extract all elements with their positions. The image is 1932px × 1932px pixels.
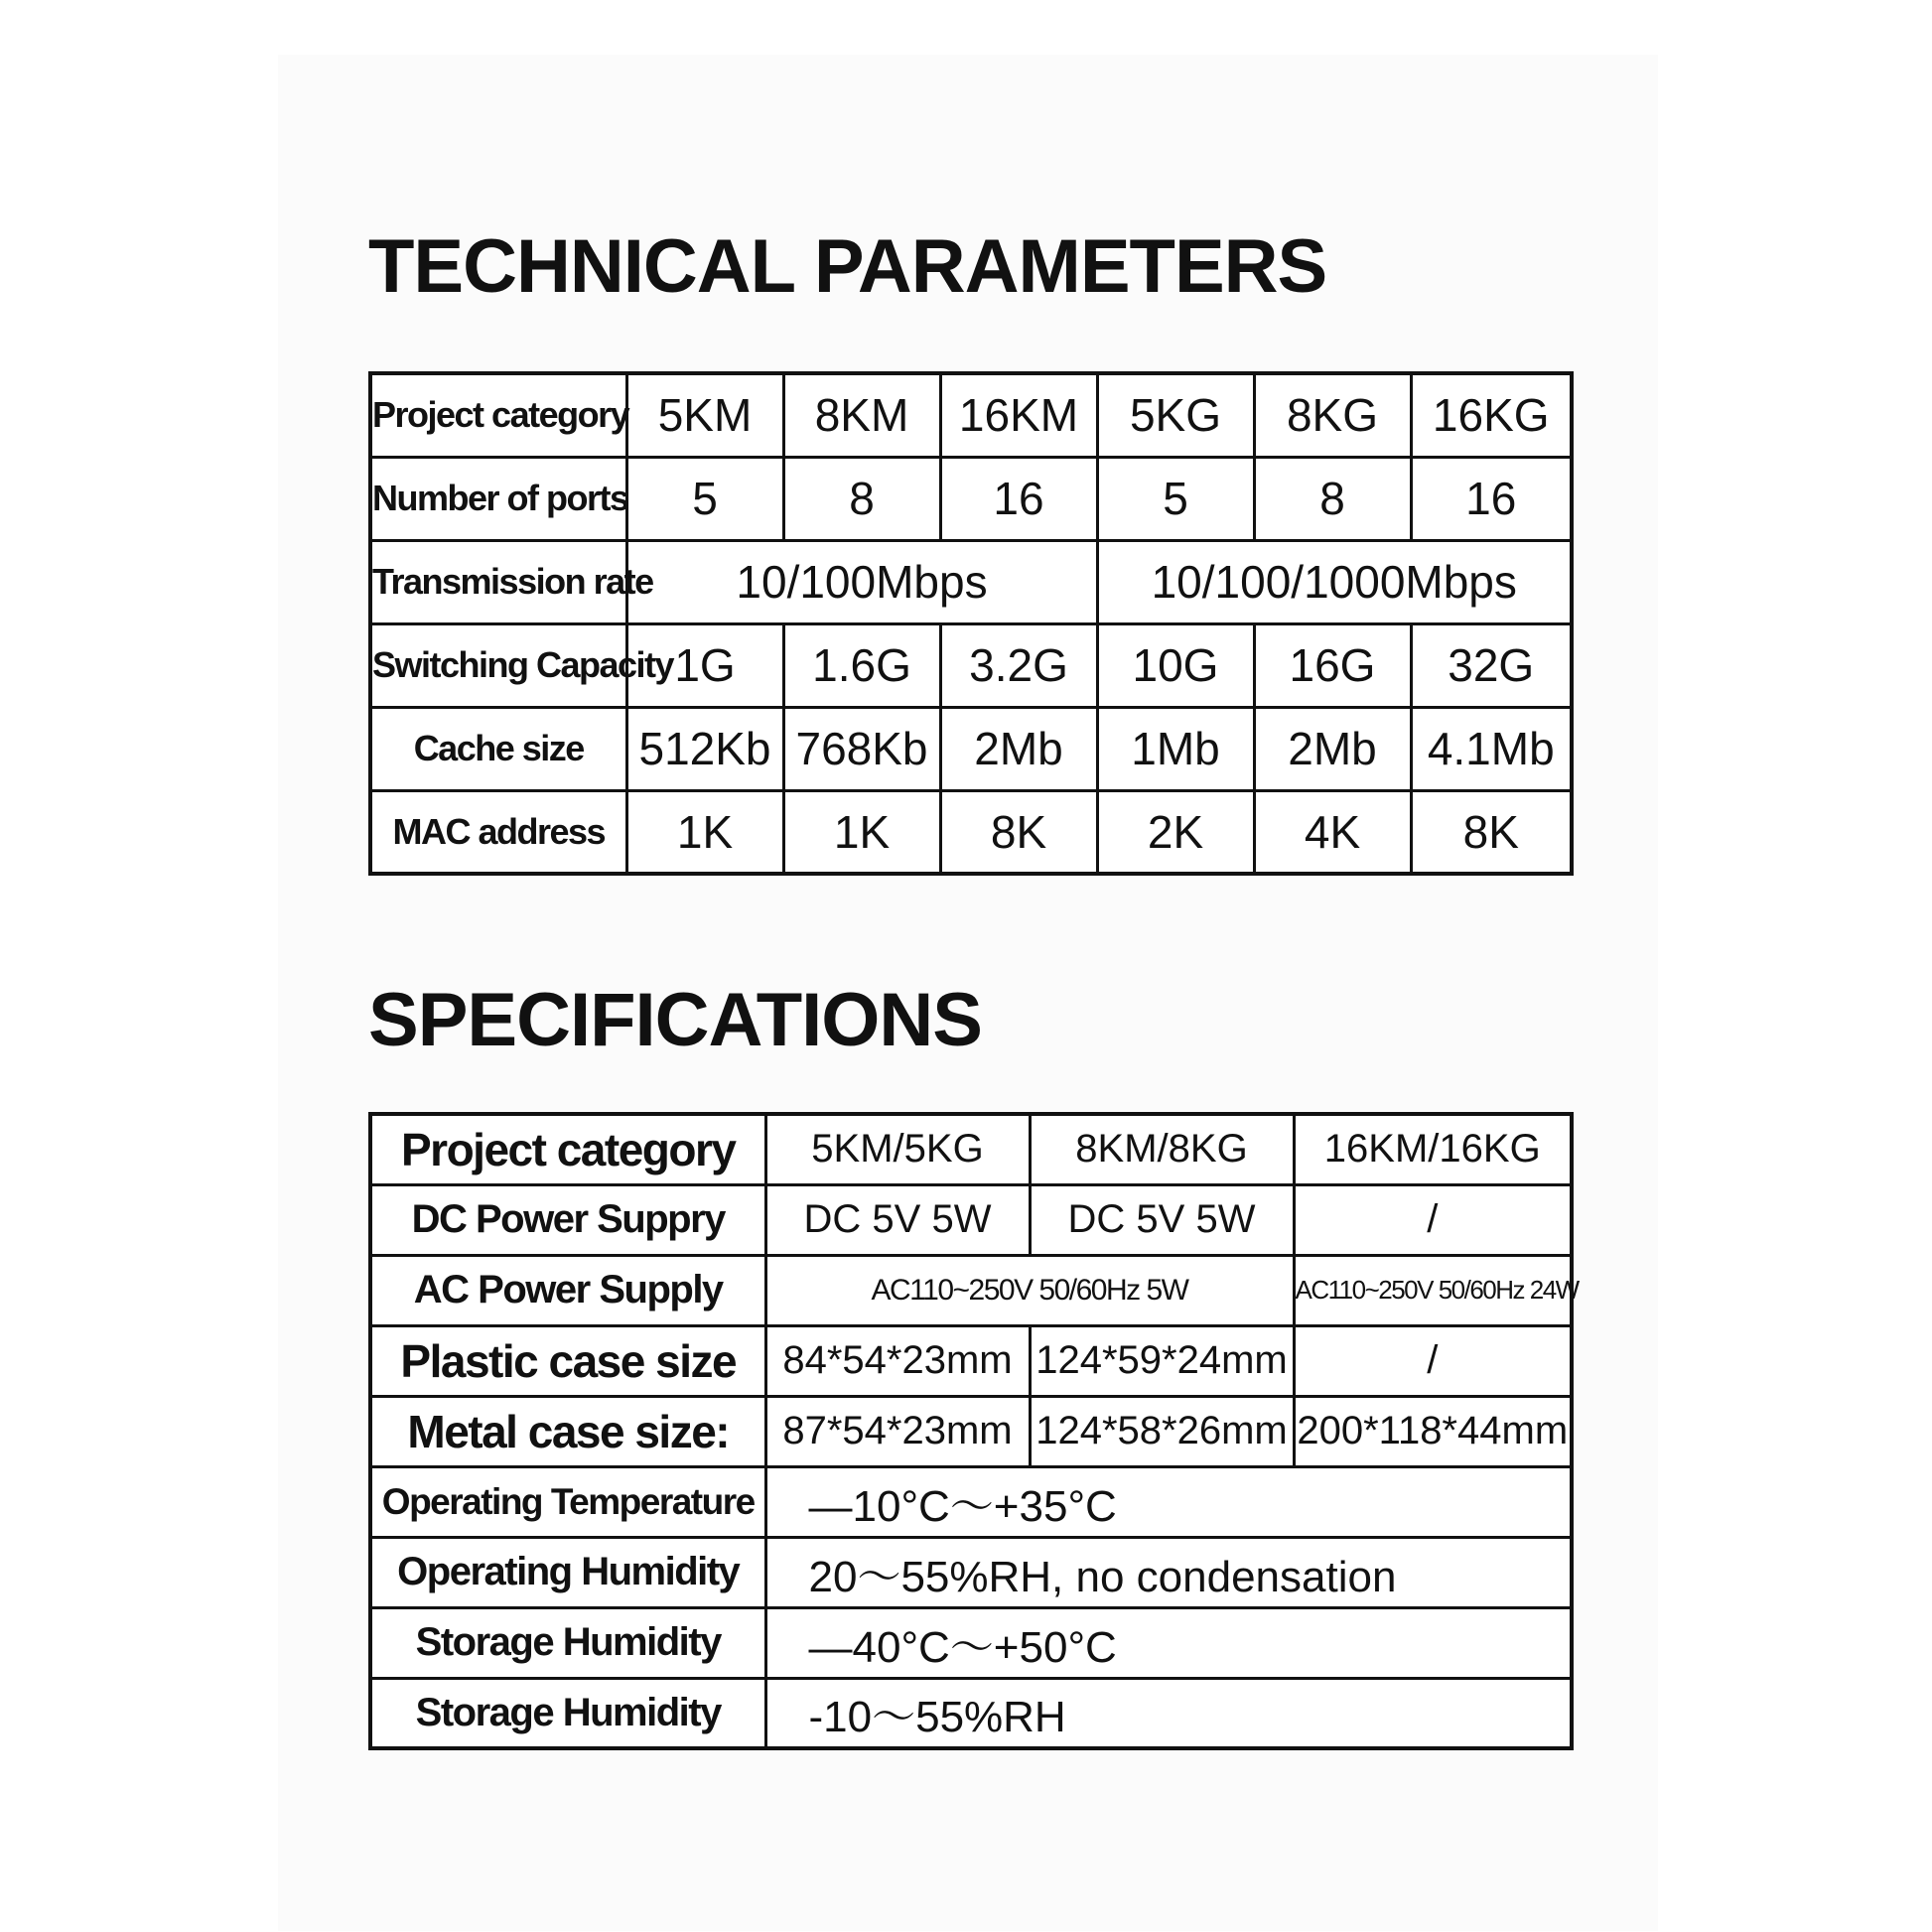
table-cell: 32G — [1411, 623, 1572, 707]
table-cell: 512Kb — [626, 707, 783, 790]
table-cell: 3.2G — [940, 623, 1097, 707]
table-cell: 200*118*44mm — [1294, 1396, 1572, 1466]
table-cell: 1.6G — [783, 623, 940, 707]
table-cell: 10/100Mbps — [626, 540, 1097, 623]
table-cell: / — [1294, 1184, 1572, 1255]
table-cell: 5 — [1097, 457, 1254, 540]
table-cell: 1K — [626, 790, 783, 874]
table-cell: 5 — [626, 457, 783, 540]
table-cell: 768Kb — [783, 707, 940, 790]
table-row-operating-humidity — [370, 1537, 1572, 1607]
table-row-project-category — [370, 1114, 1572, 1184]
row-label: Storage Humidity — [370, 1607, 765, 1678]
table-cell: 2Mb — [940, 707, 1097, 790]
table-cell: 8KM/8KG — [1030, 1114, 1294, 1184]
table-row-cache-size — [370, 707, 1572, 790]
table-cell: / — [1294, 1325, 1572, 1396]
table-row-storage-humidity — [370, 1678, 1572, 1748]
table-cell: 4K — [1254, 790, 1411, 874]
table-cell: 84*54*23mm — [765, 1325, 1030, 1396]
row-label: Transmission rate — [370, 540, 626, 623]
table-row-project-category — [370, 373, 1572, 457]
table-row-switching-capacity — [370, 623, 1572, 707]
table-cell: 20～55%RH, no condensation — [765, 1537, 1572, 1607]
table-row-transmission-rate — [370, 540, 1572, 623]
table-row-mac-address — [370, 790, 1572, 874]
table-cell: 8K — [1411, 790, 1572, 874]
row-label: Operating Humidity — [370, 1537, 765, 1607]
table-cell: 8 — [783, 457, 940, 540]
row-label: Project category — [370, 373, 626, 457]
row-label: AC Power Supply — [370, 1255, 765, 1325]
table-cell: 5KM — [626, 373, 783, 457]
row-label: Cache size — [370, 707, 626, 790]
table-cell: 10/100/1000Mbps — [1097, 540, 1572, 623]
table-cell: —10°C～+35°C — [765, 1466, 1572, 1537]
table-cell: 16G — [1254, 623, 1411, 707]
technical-parameters-table — [368, 371, 1574, 876]
table-cell: 16KG — [1411, 373, 1572, 457]
row-label: Plastic case size — [370, 1325, 765, 1396]
technical-parameters-heading: TECHNICAL PARAMETERS — [368, 224, 1327, 309]
table-cell: 8KM — [783, 373, 940, 457]
specifications-heading: SPECIFICATIONS — [368, 978, 982, 1062]
table-cell: AC110~250V 50/60Hz 24W — [1294, 1255, 1572, 1325]
row-label: Operating Temperature — [370, 1466, 765, 1537]
table-cell: 16 — [1411, 457, 1572, 540]
table-cell: 8K — [940, 790, 1097, 874]
table-cell: 5KM/5KG — [765, 1114, 1030, 1184]
table-cell: 124*58*26mm — [1030, 1396, 1294, 1466]
table-cell: 2Mb — [1254, 707, 1411, 790]
table-cell: 8KG — [1254, 373, 1411, 457]
row-label: Metal case size: — [370, 1396, 765, 1466]
table-row-dc-power — [370, 1184, 1572, 1255]
table-cell: AC110~250V 50/60Hz 5W — [765, 1255, 1294, 1325]
table-cell: 2K — [1097, 790, 1254, 874]
row-label: DC Power Suppry — [370, 1184, 765, 1255]
table-cell: 1G — [626, 623, 783, 707]
table-cell: DC 5V 5W — [1030, 1184, 1294, 1255]
table-row-number-of-ports — [370, 457, 1572, 540]
table-cell: 10G — [1097, 623, 1254, 707]
table-cell: DC 5V 5W — [765, 1184, 1030, 1255]
table-cell: 87*54*23mm — [765, 1396, 1030, 1466]
table-cell: 4.1Mb — [1411, 707, 1572, 790]
row-label: Project category — [370, 1114, 765, 1184]
row-label: MAC address — [370, 790, 626, 874]
row-label: Switching Capacity — [370, 623, 626, 707]
table-cell: 1K — [783, 790, 940, 874]
table-cell: 5KG — [1097, 373, 1254, 457]
table-row-storage-temperature — [370, 1607, 1572, 1678]
table-cell: 8 — [1254, 457, 1411, 540]
table-row-operating-temperature — [370, 1466, 1572, 1537]
row-label: Storage Humidity — [370, 1678, 765, 1748]
table-cell: -10～55%RH — [765, 1678, 1572, 1748]
row-label: Number of ports — [370, 457, 626, 540]
table-cell: 124*59*24mm — [1030, 1325, 1294, 1396]
specifications-table — [368, 1112, 1579, 1750]
table-row-metal-case — [370, 1396, 1572, 1466]
table-cell: 16KM — [940, 373, 1097, 457]
table-cell: —40°C～+50°C — [765, 1607, 1572, 1678]
table-cell: 1Mb — [1097, 707, 1254, 790]
table-row-plastic-case — [370, 1325, 1572, 1396]
table-row-ac-power — [370, 1255, 1572, 1325]
table-cell: 16 — [940, 457, 1097, 540]
table-cell: 16KM/16KG — [1294, 1114, 1572, 1184]
